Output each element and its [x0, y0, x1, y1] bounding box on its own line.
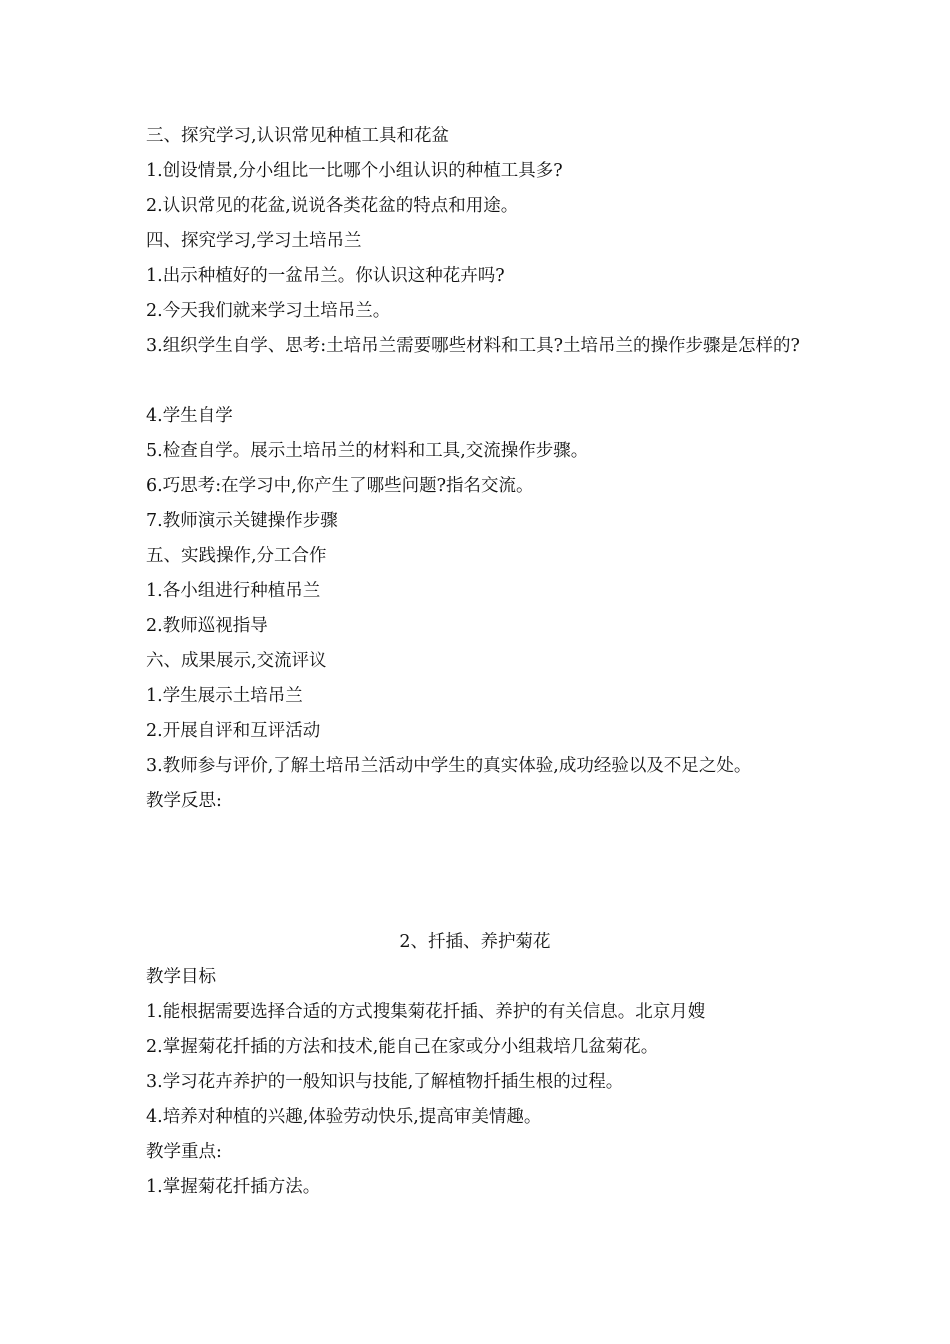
list-item: 1.各小组进行种植吊兰 [146, 581, 321, 601]
list-item: 2.认识常见的花盆,说说各类花盆的特点和用途。 [146, 196, 519, 216]
section-heading-4: 四、探究学习,学习土培吊兰 [146, 231, 362, 251]
section-heading-3: 三、探究学习,认识常见种植工具和花盆 [146, 126, 450, 146]
list-item: 2.教师巡视指导 [146, 616, 268, 636]
list-item: 2.今天我们就来学习土培吊兰。 [146, 301, 391, 321]
list-item: 2.掌握菊花扦插的方法和技术,能自己在家或分小组栽培几盆菊花。 [146, 1037, 659, 1057]
list-item: 5.检查自学。展示土培吊兰的材料和工具,交流操作步骤。 [146, 441, 589, 461]
list-item: 1.能根据需要选择合适的方式搜集菊花扦插、养护的有关信息。北京月嫂 [146, 1002, 706, 1022]
lesson-title: 2、扦插、养护菊花 [399, 932, 551, 952]
list-item: 4.培养对种植的兴趣,体验劳动快乐,提高审美情趣。 [146, 1107, 542, 1127]
list-item: 3.教师参与评价,了解土培吊兰活动中学生的真实体验,成功经验以及不足之处。 [146, 756, 752, 776]
focus-heading: 教学重点: [146, 1142, 222, 1162]
list-item: 1.创设情景,分小组比一比哪个小组认识的种植工具多? [146, 161, 563, 181]
list-item: 1.出示种植好的一盆吊兰。你认识这种花卉吗? [146, 266, 505, 286]
list-item: 4.学生自学 [146, 406, 233, 426]
list-item: 1.学生展示土培吊兰 [146, 686, 303, 706]
reflection-label: 教学反思: [146, 791, 222, 811]
list-item: 6.巧思考:在学习中,你产生了哪些问题?指名交流。 [146, 476, 534, 496]
list-item: 7.教师演示关键操作步骤 [146, 511, 338, 531]
section-heading-6: 六、成果展示,交流评议 [146, 651, 327, 671]
list-item: 2.开展自评和互评活动 [146, 721, 321, 741]
list-item: 1.掌握菊花扦插方法。 [146, 1177, 321, 1197]
goals-heading: 教学目标 [146, 967, 216, 987]
list-item: 3.学习花卉养护的一般知识与技能,了解植物扦插生根的过程。 [146, 1072, 624, 1092]
section-heading-5: 五、实践操作,分工合作 [146, 546, 327, 566]
list-item: 3.组织学生自学、思考:土培吊兰需要哪些材料和工具?土培吊兰的操作步骤是怎样的? [146, 336, 800, 356]
